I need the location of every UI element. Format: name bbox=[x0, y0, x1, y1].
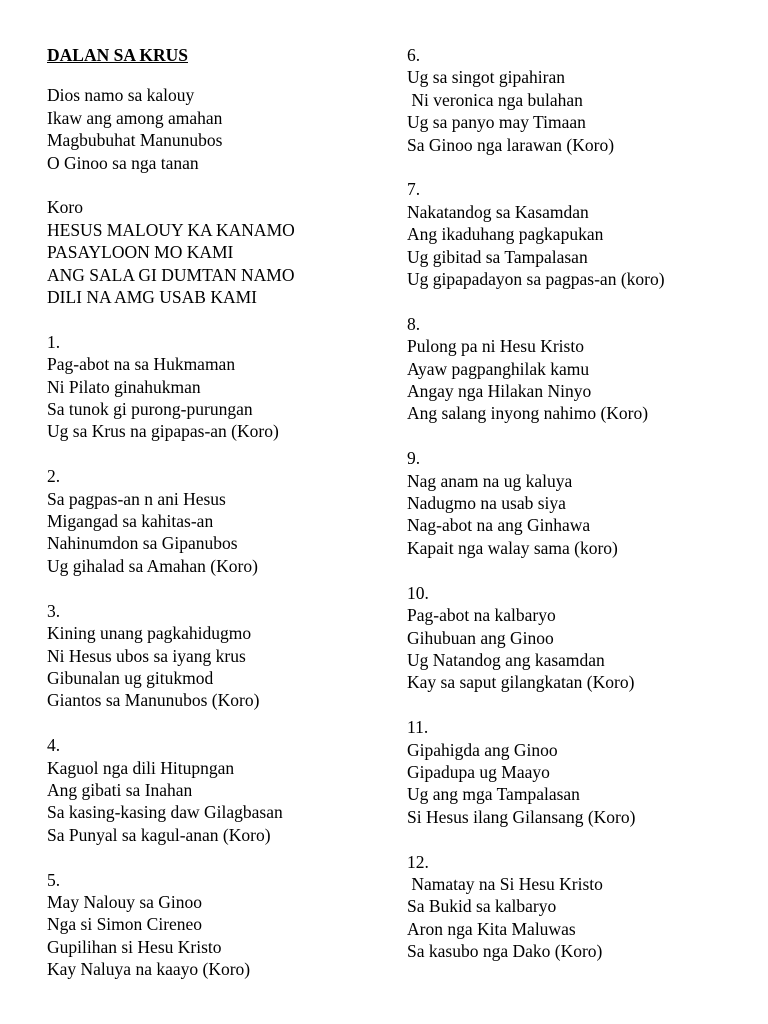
stanza-number: 11. bbox=[407, 717, 429, 738]
stanza-line: May Nalouy sa Ginoo bbox=[47, 891, 203, 912]
stanza-number: 1. bbox=[47, 331, 61, 352]
stanza-number: 5. bbox=[47, 869, 61, 890]
koro-line: ANG SALA GI DUMTAN NAMO bbox=[47, 264, 295, 285]
stanza-line: Nag anam na ug kaluya bbox=[407, 470, 573, 491]
stanza-line: Sa Punyal sa kagul-anan (Koro) bbox=[47, 824, 271, 845]
stanza-line: Nadugmo na usab siya bbox=[407, 493, 566, 514]
stanza-number: 4. bbox=[47, 735, 61, 756]
stanza-line: Namatay na Si Hesu Kristo bbox=[407, 873, 603, 894]
stanza-line: Pag-abot na kalbaryo bbox=[407, 605, 556, 626]
stanza-line: Sa Bukid sa kalbaryo bbox=[407, 896, 557, 917]
stanza-line: Kining unang pagkahidugmo bbox=[47, 623, 252, 644]
koro-line: DILI NA AMG USAB KAMI bbox=[47, 287, 258, 308]
stanza-line: Ni veronica nga bulahan bbox=[407, 89, 583, 110]
koro-chorus bbox=[47, 196, 387, 308]
document-title: DALAN SA KRUS bbox=[47, 45, 188, 65]
stanza-3 bbox=[47, 600, 387, 712]
stanza-number: 6. bbox=[407, 45, 421, 65]
stanza-line: Sa kasubo nga Dako (Koro) bbox=[407, 941, 603, 962]
stanza-number: 10. bbox=[407, 582, 429, 603]
stanza-line: Gipahigda ang Ginoo bbox=[407, 739, 558, 760]
stanza-12 bbox=[407, 851, 757, 963]
stanza-line: Ug gipapadayon sa pagpas-an (koro) bbox=[407, 269, 665, 290]
stanza-line: Ayaw pagpanghilak kamu bbox=[407, 358, 590, 379]
stanza-line: Gibunalan ug gitukmod bbox=[47, 667, 214, 688]
right-column bbox=[407, 44, 757, 985]
stanza-line: Ni Hesus ubos sa iyang krus bbox=[47, 645, 246, 666]
stanza-line: Ni Pilato ginahukman bbox=[47, 376, 201, 397]
stanza-line: Si Hesus ilang Gilansang (Koro) bbox=[407, 806, 636, 827]
stanza-line: Angay nga Hilakan Ninyo bbox=[407, 381, 592, 402]
stanza-7 bbox=[407, 178, 757, 290]
stanza-line: Migangad sa kahitas-an bbox=[47, 511, 214, 532]
stanza-5 bbox=[47, 869, 387, 981]
stanza-number: 12. bbox=[407, 851, 429, 872]
stanza-6 bbox=[407, 44, 757, 156]
stanza-4 bbox=[47, 734, 387, 846]
stanza-line: Ang salang inyong nahimo (Koro) bbox=[407, 403, 649, 424]
stanza-line: Gihubuan ang Ginoo bbox=[407, 627, 554, 648]
stanza-line: Ug gihalad sa Amahan (Koro) bbox=[47, 555, 258, 576]
stanza-line: Ang gibati sa Inahan bbox=[47, 779, 193, 800]
stanza-line: Nahinumdon sa Gipanubos bbox=[47, 533, 238, 554]
stanza-line: Ug gibitad sa Tampalasan bbox=[407, 246, 588, 267]
intro-line: Magbubuhat Manunubos bbox=[47, 130, 223, 151]
stanza-line: Ug sa Krus na gipapas-an (Koro) bbox=[47, 421, 279, 442]
stanza-line: Kapait nga walay sama (koro) bbox=[407, 537, 618, 558]
stanza-line: Sa tunok gi purong-purungan bbox=[47, 399, 253, 420]
koro-line: HESUS MALOUY KA KANAMO bbox=[47, 219, 295, 240]
stanza-9 bbox=[407, 447, 757, 559]
stanza-line: Kaguol nga dili Hitupngan bbox=[47, 757, 235, 778]
stanza-line: Gipadupa ug Maayo bbox=[407, 761, 550, 782]
stanza-11 bbox=[407, 716, 757, 828]
stanza-line: Pag-abot na sa Hukmaman bbox=[47, 354, 236, 375]
stanza-line: Aron nga Kita Maluwas bbox=[407, 918, 576, 939]
koro-line: PASAYLOON MO KAMI bbox=[47, 242, 234, 263]
stanza-line: Pulong pa ni Hesu Kristo bbox=[407, 336, 584, 357]
stanza-line: Nga si Simon Cireneo bbox=[47, 914, 203, 935]
koro-label: Koro bbox=[47, 197, 83, 218]
stanza-number: 8. bbox=[407, 313, 421, 334]
stanza-number: 2. bbox=[47, 466, 61, 487]
stanza-line: Nag-abot na ang Ginhawa bbox=[407, 515, 591, 536]
stanza-line: Kay sa saput gilangkatan (Koro) bbox=[407, 672, 635, 693]
intro-line: O Ginoo sa nga tanan bbox=[47, 152, 199, 173]
stanza-line: Sa kasing-kasing daw Gilagbasan bbox=[47, 802, 283, 823]
stanza-line: Kay Naluya na kaayo (Koro) bbox=[47, 959, 251, 980]
stanza-1 bbox=[47, 331, 387, 443]
stanza-line: Ug sa panyo may Timaan bbox=[407, 112, 586, 133]
stanza-line: Sa pagpas-an n ani Hesus bbox=[47, 488, 226, 509]
stanza-line: Gupilihan si Hesu Kristo bbox=[47, 936, 222, 957]
left-column bbox=[47, 44, 387, 1003]
stanza-2 bbox=[47, 465, 387, 577]
stanza-line: Nakatandog sa Kasamdan bbox=[407, 201, 589, 222]
stanza-number: 7. bbox=[407, 179, 421, 200]
stanza-line: Giantos sa Manunubos (Koro) bbox=[47, 690, 260, 711]
intro-line: Dios namo sa kalouy bbox=[47, 85, 195, 106]
stanza-line: Sa Ginoo nga larawan (Koro) bbox=[407, 134, 615, 155]
stanza-number: 9. bbox=[407, 448, 421, 469]
stanza-8 bbox=[407, 313, 757, 425]
stanza-number: 3. bbox=[47, 600, 61, 621]
stanza-line: Ug ang mga Tampalasan bbox=[407, 784, 580, 805]
stanza-line: Ug Natandog ang kasamdan bbox=[407, 649, 605, 670]
intro-line: Ikaw ang among amahan bbox=[47, 107, 223, 128]
stanza-line: Ang ikaduhang pagkapukan bbox=[407, 224, 604, 245]
intro-verse bbox=[47, 84, 387, 174]
stanza-10 bbox=[407, 582, 757, 694]
stanza-line: Ug sa singot gipahiran bbox=[407, 67, 565, 88]
